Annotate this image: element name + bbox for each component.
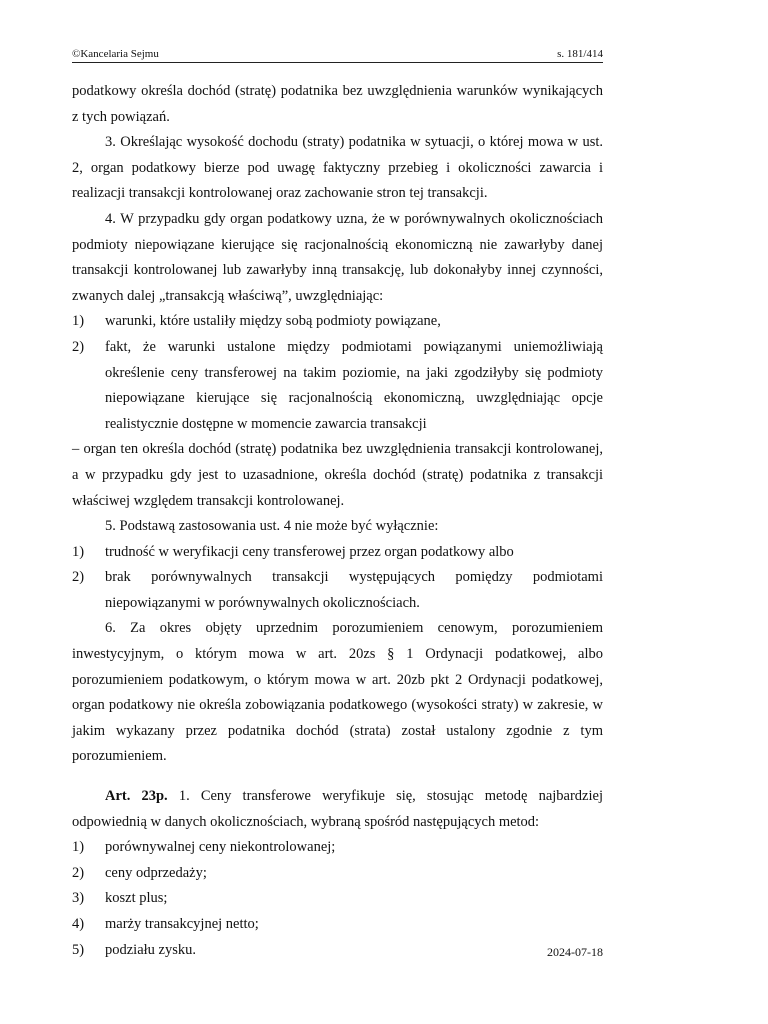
footer-date: 2024-07-18 [547, 945, 603, 959]
list-item-text: koszt plus; [105, 890, 168, 907]
list-item-number: 3) [72, 890, 85, 907]
list-item-text: brak porównywalnych transakcji występujących pomiędzy podmiotami niepowiązanymi w porównywalnych okolicznościach. [105, 569, 603, 611]
list-item [72, 565, 603, 616]
article-text: 1. Ceny transferowe weryfikuje się, stosując metodę najbardziej odpowiednią w danych okolicznościach, wybraną spośród następujących metod: [72, 788, 603, 830]
paragraph-6: 6. Za okres objęty uprzednim porozumieniem cenowym, porozumieniem inwestycyjnym, o którym mowa w art. 20zs § 1 Ordynacji podatkowej, albo porozumieniem podatkowym, o którym mowa w art. 20zb pkt 2 Ordynacji podatkowej, organ podatkowy nie określa zobowiązania podatkowego (wysokości straty) w zakresie, w jakim wykazany przez podatnika dochód (strata) został ustalony zgodnie z tym porozumieniem. [72, 620, 603, 765]
paragraph-4: 4. W przypadku gdy organ podatkowy uzna, że w porównywalnych okolicznościach podmioty niepowiązane kierujące się racjonalnością ekonomiczną nie zawarłyby danej transakcji kontrolowanej lub zawarłyby inną transakcję, lub dokonałyby innej czynności, zwanych dalej „transakcją właściwą”, uwzględniając: [72, 210, 603, 304]
paragraph-continuation: podatkowy określa dochód (stratę) podatnika bez uwzględnienia warunków wynikających z tych powiązań. [72, 83, 603, 125]
list-item-text: ceny odprzedaży; [105, 864, 207, 881]
list-item-number: 1) [72, 839, 85, 856]
list-item [72, 335, 603, 437]
list-item-number: 4) [72, 916, 85, 932]
paragraph-3: 3. Określając wysokość dochodu (straty) podatnika w sytuacji, o której mowa w ust. 2, organ podatkowy bierze pod uwagę faktyczny przebieg i okoliczności zawarcia i realizacji transakcji kontrolowanej oraz zachowanie stron tej transakcji. [72, 134, 603, 202]
header-source: ©Kancelaria Sejmu [72, 48, 159, 60]
list-item [72, 861, 603, 887]
list-item-text: podziału zysku. [105, 941, 197, 958]
paragraph-5: 5. Podstawą zastosowania ust. 4 nie może być wyłącznie: [105, 518, 439, 535]
list-item [72, 309, 603, 335]
paragraph-4-tail: – organ ten określa dochód (stratę) podatnika bez uwzględnienia transakcji kontrolowanej, a w przypadku gdy jest to uzasadnione, określa dochód (stratę) podatnika z transakcji właściwej względem transakcji kontrolowanej. [72, 441, 603, 509]
list-item-text: warunki, które ustaliły między sobą podmioty powiązane, [105, 313, 441, 330]
list-item-number: 2) [72, 864, 85, 881]
list-item-number: 2) [72, 338, 85, 355]
list-item [72, 540, 603, 566]
list-item-number: 2) [72, 569, 85, 586]
list-item-text: trudność w weryfikacji ceny transferowej przez organ podatkowy albo [105, 543, 514, 560]
page-header [72, 46, 603, 63]
document-body [72, 79, 603, 963]
article-23p-intro [72, 784, 603, 835]
list-item-number: 1) [72, 543, 85, 560]
list-item-number: 5) [72, 941, 85, 958]
list-item [72, 938, 603, 964]
list-item [72, 912, 603, 938]
header-page-number: s. 181/414 [557, 48, 603, 60]
article-label: Art. 23p. [105, 788, 168, 805]
list-item-number: 1) [72, 313, 85, 330]
document-page [72, 0, 603, 1024]
list-item-text: marży transakcyjnej netto; [105, 916, 259, 932]
list-item [72, 886, 603, 912]
list-item-text: fakt, że warunki ustalone między podmiotami powiązanymi uniemożliwiają określenie ceny transferowej na takim poziomie, na jaki zgodziłyby się podmioty niepowiązane kierujące się racjonalnością ekonomiczną, uwzględniając opcje realistycznie dostępne w momencie zawarcia transakcji [105, 338, 603, 432]
list-item [72, 835, 603, 861]
list-item-text: porównywalnej ceny niekontrolowanej; [105, 839, 336, 856]
